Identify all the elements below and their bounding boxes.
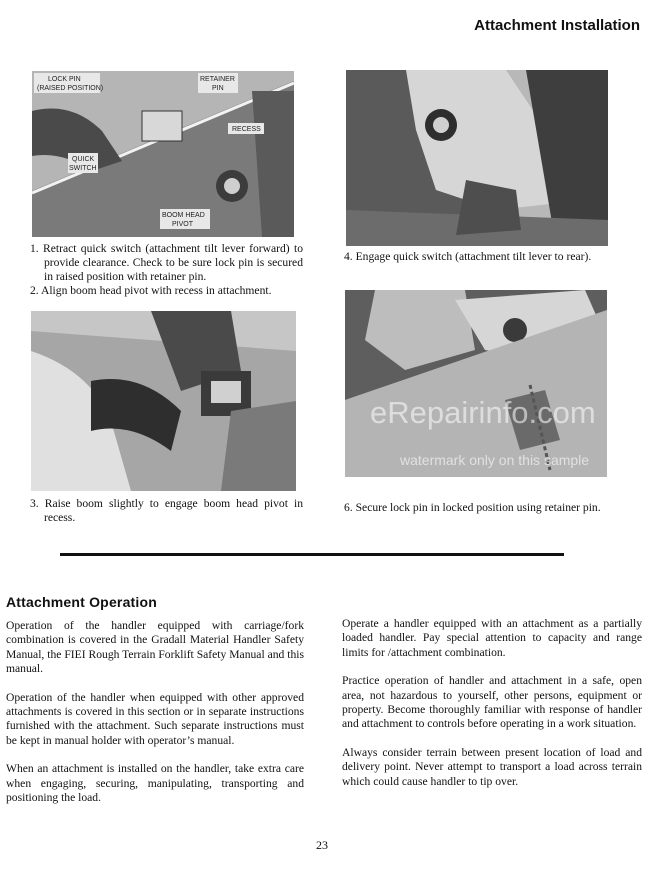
step-2-text: 2. Align boom head pivot with recess in attachment. xyxy=(30,284,272,297)
photo-step-6 xyxy=(345,290,607,477)
step-4-text: 4. Engage quick switch (attachment tilt lever to rear). xyxy=(344,250,592,263)
step-3-text: 3. Raise boom slightly to engage boom head pivot in recess. xyxy=(30,497,303,524)
label-recess: RECESS xyxy=(232,126,261,133)
label-quick: QUICK xyxy=(72,156,95,163)
step-6-text: 6. Secure lock pin in locked position using retainer pin. xyxy=(344,501,601,514)
step-1-text: 1. Retract quick switch (attachment tilt lever forward) to provide clearance. Check to be sure lock pin is secured in raised position with retainer pin. xyxy=(30,242,303,283)
label-lock-pin: LOCK PIN xyxy=(48,76,81,83)
label-retainer-pin: PIN xyxy=(212,85,224,92)
left-paragraph-1: Operation of the handler equipped with carriage/fork combination is covered in the Gradall Material Handler Safety Manual, the FIEI Rough Terrain Forklift Safety Manual and this manual. xyxy=(6,619,304,676)
right-paragraph-3: Always consider terrain between present location of load and delivery point. Never attempt to transport a load across terrain which could cause handler to tip over. xyxy=(342,745,642,788)
photo-step-1 xyxy=(32,71,294,237)
label-retainer: RETAINER xyxy=(200,76,235,83)
left-paragraph-3: When an attachment is installed on the handler, take extra care when engaging, securing, manipulating, transporting and positioning the load. xyxy=(6,762,304,805)
right-paragraph-2: Practice operation of handler and attachment in a safe, open area, not hazardous to yourself, other persons, equipment or property. Become thoroughly familiar with response of handler and attachment to controls before operating in a work situation. xyxy=(342,674,642,731)
right-column xyxy=(342,617,642,789)
label-switch: SWITCH xyxy=(69,165,97,172)
page-header-title: Attachment Installation xyxy=(474,17,640,34)
label-lock-pin-raised: (RAISED POSITION) xyxy=(37,85,104,92)
photo-step-4 xyxy=(346,70,608,246)
label-pivot: PIVOT xyxy=(172,221,194,228)
section-divider xyxy=(60,553,564,556)
left-paragraph-2: Operation of the handler when equipped with other approved attachments is covered in this section or in separate instructions furnished with the attachment. Such separate instructions must be kept in manual holder with operator’s manual. xyxy=(6,690,304,747)
watermark-main: eRepairinfo.com xyxy=(370,395,596,430)
photo-step-3 xyxy=(31,311,296,491)
left-column xyxy=(6,619,304,805)
label-boom-head: BOOM HEAD xyxy=(162,212,205,219)
section-title: Attachment Operation xyxy=(6,594,158,610)
watermark-sub: watermark only on this sample xyxy=(400,452,590,468)
right-paragraph-1: Operate a handler equipped with an attachment as a partially loaded handler. Pay special attention to capacity and range limits for /attachment combination. xyxy=(342,617,642,659)
page-number: 23 xyxy=(316,838,328,852)
